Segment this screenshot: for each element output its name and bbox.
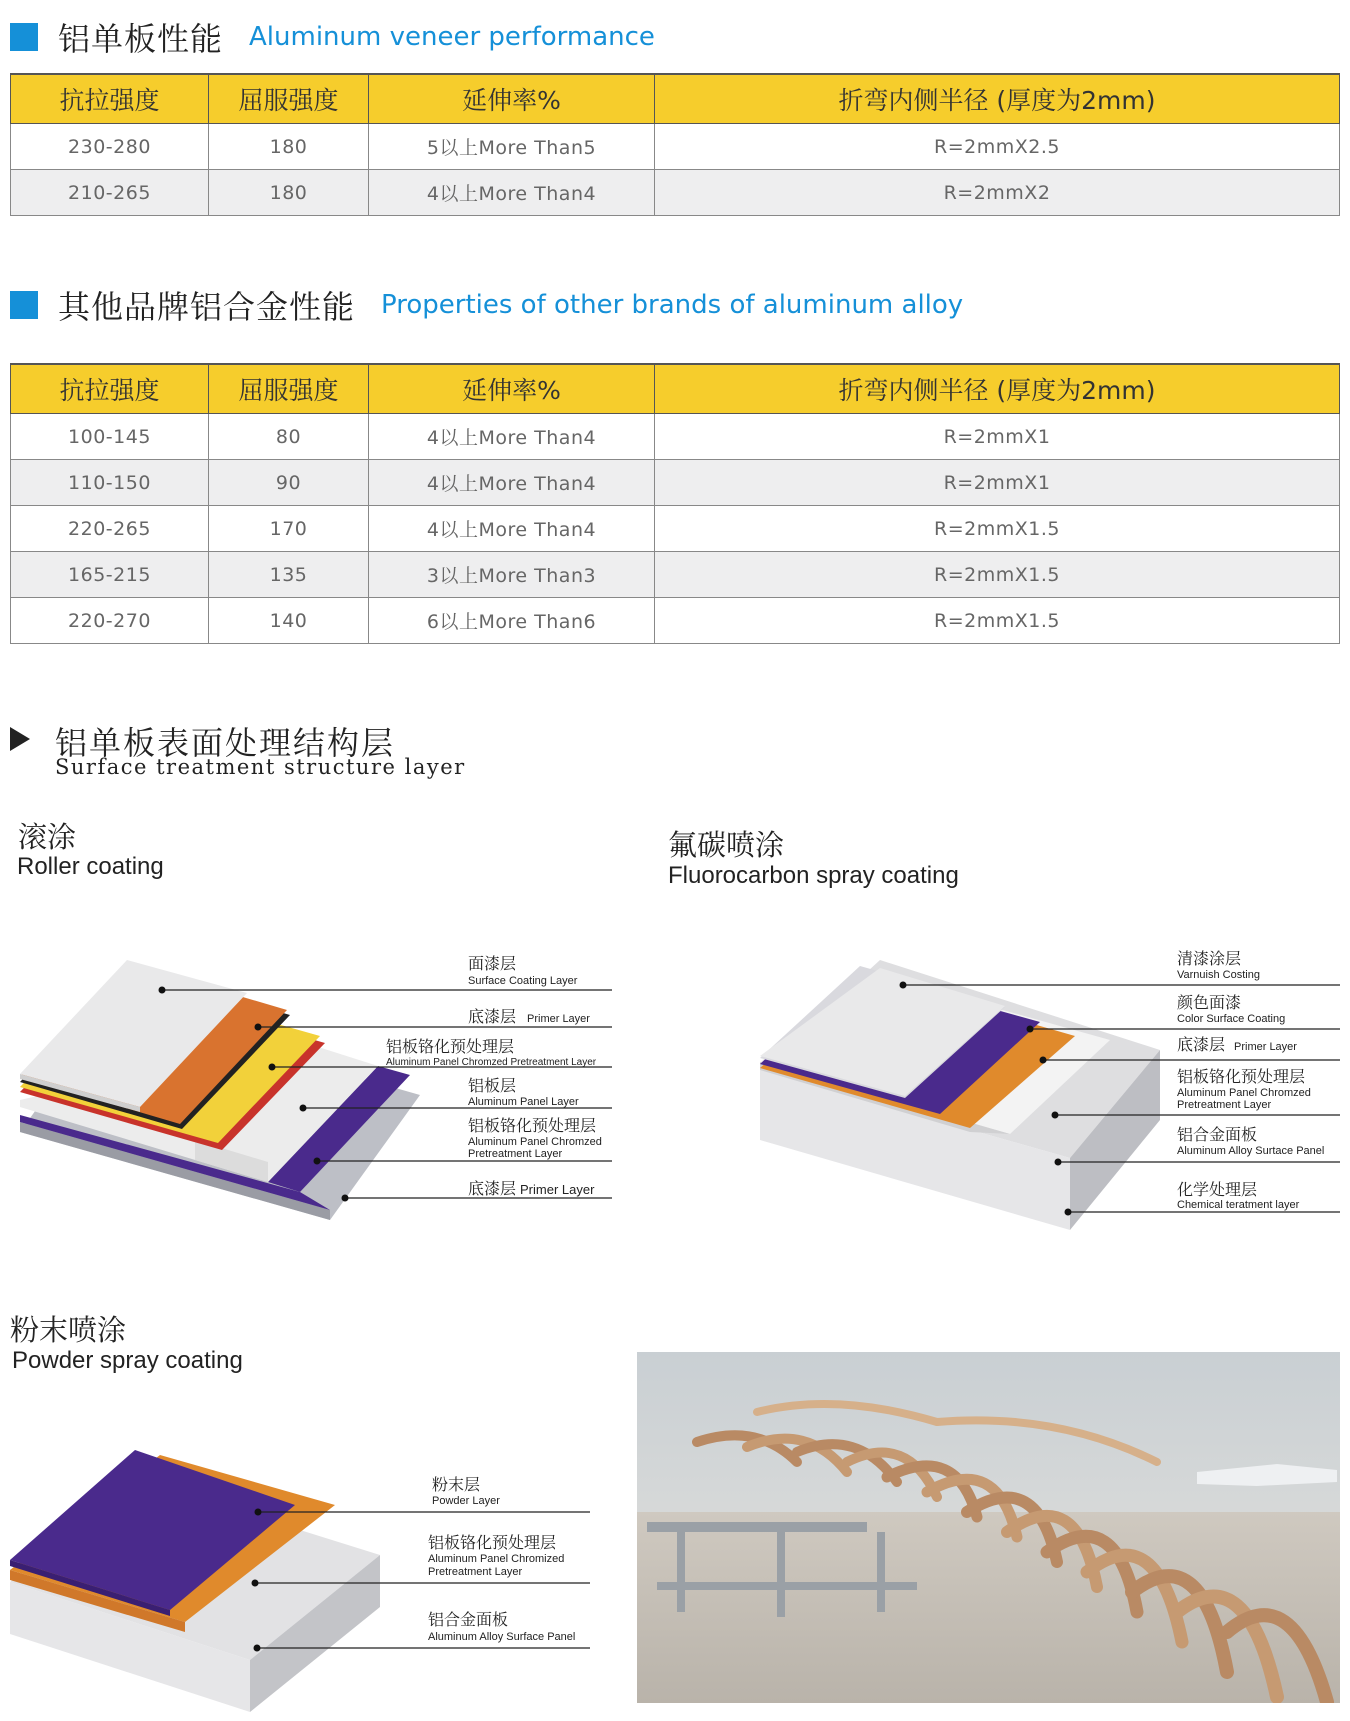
powder-dot <box>255 1509 262 1516</box>
fluoro-label-en2: Pretreatment Layer <box>1177 1099 1272 1111</box>
fluoro-coating-diagram <box>760 960 1160 1230</box>
roller-dot <box>314 1158 321 1165</box>
fluoro-dot <box>1052 1112 1059 1119</box>
header-tensile: 抗拉强度 <box>11 74 209 124</box>
fluoro-label-en: Chemical teratment layer <box>1177 1199 1300 1211</box>
cell-elongation: 4以上More Than4 <box>369 170 655 216</box>
roller-label-zh: 铝板铬化预处理层 <box>468 1118 597 1135</box>
cell-elongation: 6以上More Than6 <box>369 598 655 644</box>
powder-label-en: Powder Layer <box>432 1495 500 1507</box>
roller-title-zh: 滚涂 <box>18 820 77 854</box>
header-elongation: 延伸率% <box>369 74 655 124</box>
header-yield: 屈服强度 <box>209 364 369 414</box>
roller-dot <box>300 1105 307 1112</box>
fluoro-dot <box>1040 1057 1047 1064</box>
cell-bend-radius: R=2mmX1 <box>655 414 1340 460</box>
cell-elongation: 4以上More Than4 <box>369 506 655 552</box>
cell-yield: 80 <box>209 414 369 460</box>
header-elongation: 延伸率% <box>369 364 655 414</box>
cell-bend-radius: R=2mmX1 <box>655 460 1340 506</box>
header-tensile: 抗拉强度 <box>11 364 209 414</box>
roller-label-en: Surface Coating Layer <box>468 975 578 987</box>
powder-title-zh: 粉末喷涂 <box>10 1313 127 1347</box>
section1-title-en: Aluminum veneer performance <box>249 22 655 52</box>
header-bend-radius: 折弯内侧半径 (厚度为2mm) <box>655 364 1340 414</box>
powder-label-en: Aluminum Panel Chromized <box>428 1553 565 1565</box>
cell-bend-radius: R=2mmX2 <box>655 170 1340 216</box>
fluoro-label-en: Aluminum Panel Chromzed <box>1177 1087 1311 1099</box>
section3-title-en: Surface treatment structure layer <box>55 755 466 779</box>
section2-title-en: Properties of other brands of aluminum alloy <box>381 290 964 320</box>
fluoro-label-zh: 化学处理层 <box>1177 1182 1258 1199</box>
cell-tensile: 165-215 <box>11 552 209 598</box>
cell-tensile: 220-265 <box>11 506 209 552</box>
fluoro-dot <box>1027 1026 1034 1033</box>
section3-title-zh: 铝单板表面处理结构层 <box>55 724 396 762</box>
roller-label-en: Primer Layer <box>520 1182 595 1197</box>
building-photo-image <box>637 1352 1340 1703</box>
cell-elongation: 3以上More Than3 <box>369 552 655 598</box>
roller-label-zh: 铝板层 <box>468 1078 517 1095</box>
roller-label-en: Primer Layer <box>527 1013 590 1025</box>
fluoro-dot <box>900 982 907 989</box>
roller-title-en: Roller coating <box>17 853 164 880</box>
fluoro-label-en: Varnuish Costing <box>1177 969 1260 981</box>
roller-label-en2: Pretreatment Layer <box>468 1148 563 1160</box>
roller-label-zh: 底漆层 <box>468 1181 517 1198</box>
cell-yield: 180 <box>209 170 369 216</box>
cell-elongation: 5以上More Than5 <box>369 124 655 170</box>
roller-dot <box>255 1024 262 1031</box>
fluoro-label-zh: 铝板铬化预处理层 <box>1177 1069 1306 1086</box>
cell-bend-radius: R=2mmX1.5 <box>655 552 1340 598</box>
roller-label-en: Aluminum Panel Chromzed <box>468 1136 602 1148</box>
cell-tensile: 110-150 <box>11 460 209 506</box>
cell-bend-radius: R=2mmX1.5 <box>655 598 1340 644</box>
fluoro-label-en: Color Surface Coating <box>1177 1013 1286 1025</box>
fluoro-label-zh: 颜色面漆 <box>1177 995 1242 1012</box>
cell-yield: 90 <box>209 460 369 506</box>
header-bend-radius: 折弯内侧半径 (厚度为2mm) <box>655 74 1340 124</box>
powder-dot <box>252 1580 259 1587</box>
section2-title-zh: 其他品牌铝合金性能 <box>58 288 356 326</box>
cell-yield: 170 <box>209 506 369 552</box>
powder-label-zh: 粉末层 <box>432 1477 481 1494</box>
cell-tensile: 210-265 <box>11 170 209 216</box>
cell-yield: 180 <box>209 124 369 170</box>
fluoro-label-zh: 清漆涂层 <box>1177 951 1242 968</box>
roller-label-zh: 面漆层 <box>468 956 517 973</box>
fluoro-title-zh: 氟碳喷涂 <box>668 828 785 862</box>
roller-dot <box>159 987 166 994</box>
roller-dot <box>342 1195 349 1202</box>
powder-coating-diagram <box>10 1450 380 1712</box>
cell-tensile: 230-280 <box>11 124 209 170</box>
roller-label-en: Aluminum Panel Chromzed Pretreatment Layer <box>386 1057 597 1068</box>
cell-bend-radius: R=2mmX2.5 <box>655 124 1340 170</box>
cell-elongation: 4以上More Than4 <box>369 460 655 506</box>
cell-elongation: 4以上More Than4 <box>369 414 655 460</box>
powder-dot <box>254 1645 261 1652</box>
building-photo <box>637 1352 1340 1703</box>
cell-yield: 140 <box>209 598 369 644</box>
cell-yield: 135 <box>209 552 369 598</box>
cell-tensile: 100-145 <box>11 414 209 460</box>
header-yield: 屈服强度 <box>209 74 369 124</box>
powder-label-en: Aluminum Alloy Surface Panel <box>428 1631 576 1643</box>
cell-bend-radius: R=2mmX1.5 <box>655 506 1340 552</box>
fluoro-labels <box>1177 950 1324 1211</box>
fluoro-title-en: Fluorocarbon spray coating <box>668 862 959 889</box>
fluoro-label-zh: 底漆层 <box>1177 1037 1226 1054</box>
powder-label-zh: 铝板铬化预处理层 <box>428 1535 557 1552</box>
powder-label-zh: 铝合金面板 <box>428 1612 509 1629</box>
roller-label-en: Aluminum Panel Layer <box>468 1096 579 1108</box>
fluoro-label-en: Aluminum Alloy Surtace Panel <box>1177 1145 1325 1157</box>
roller-dot <box>269 1064 276 1071</box>
roller-coating-diagram <box>20 960 420 1220</box>
roller-label-zh: 铝板铬化预处理层 <box>386 1039 515 1056</box>
fluoro-dot <box>1055 1159 1062 1166</box>
powder-labels <box>428 1476 575 1643</box>
fluoro-label-zh: 铝合金面板 <box>1177 1127 1258 1144</box>
roller-label-zh: 底漆层 <box>468 1009 517 1026</box>
powder-title-en: Powder spray coating <box>12 1347 243 1374</box>
fluoro-label-en: Primer Layer <box>1234 1041 1297 1053</box>
fluoro-dot <box>1065 1209 1072 1216</box>
cell-tensile: 220-270 <box>11 598 209 644</box>
powder-label-en2: Pretreatment Layer <box>428 1566 523 1578</box>
section1-title-zh: 铝单板性能 <box>58 20 224 58</box>
